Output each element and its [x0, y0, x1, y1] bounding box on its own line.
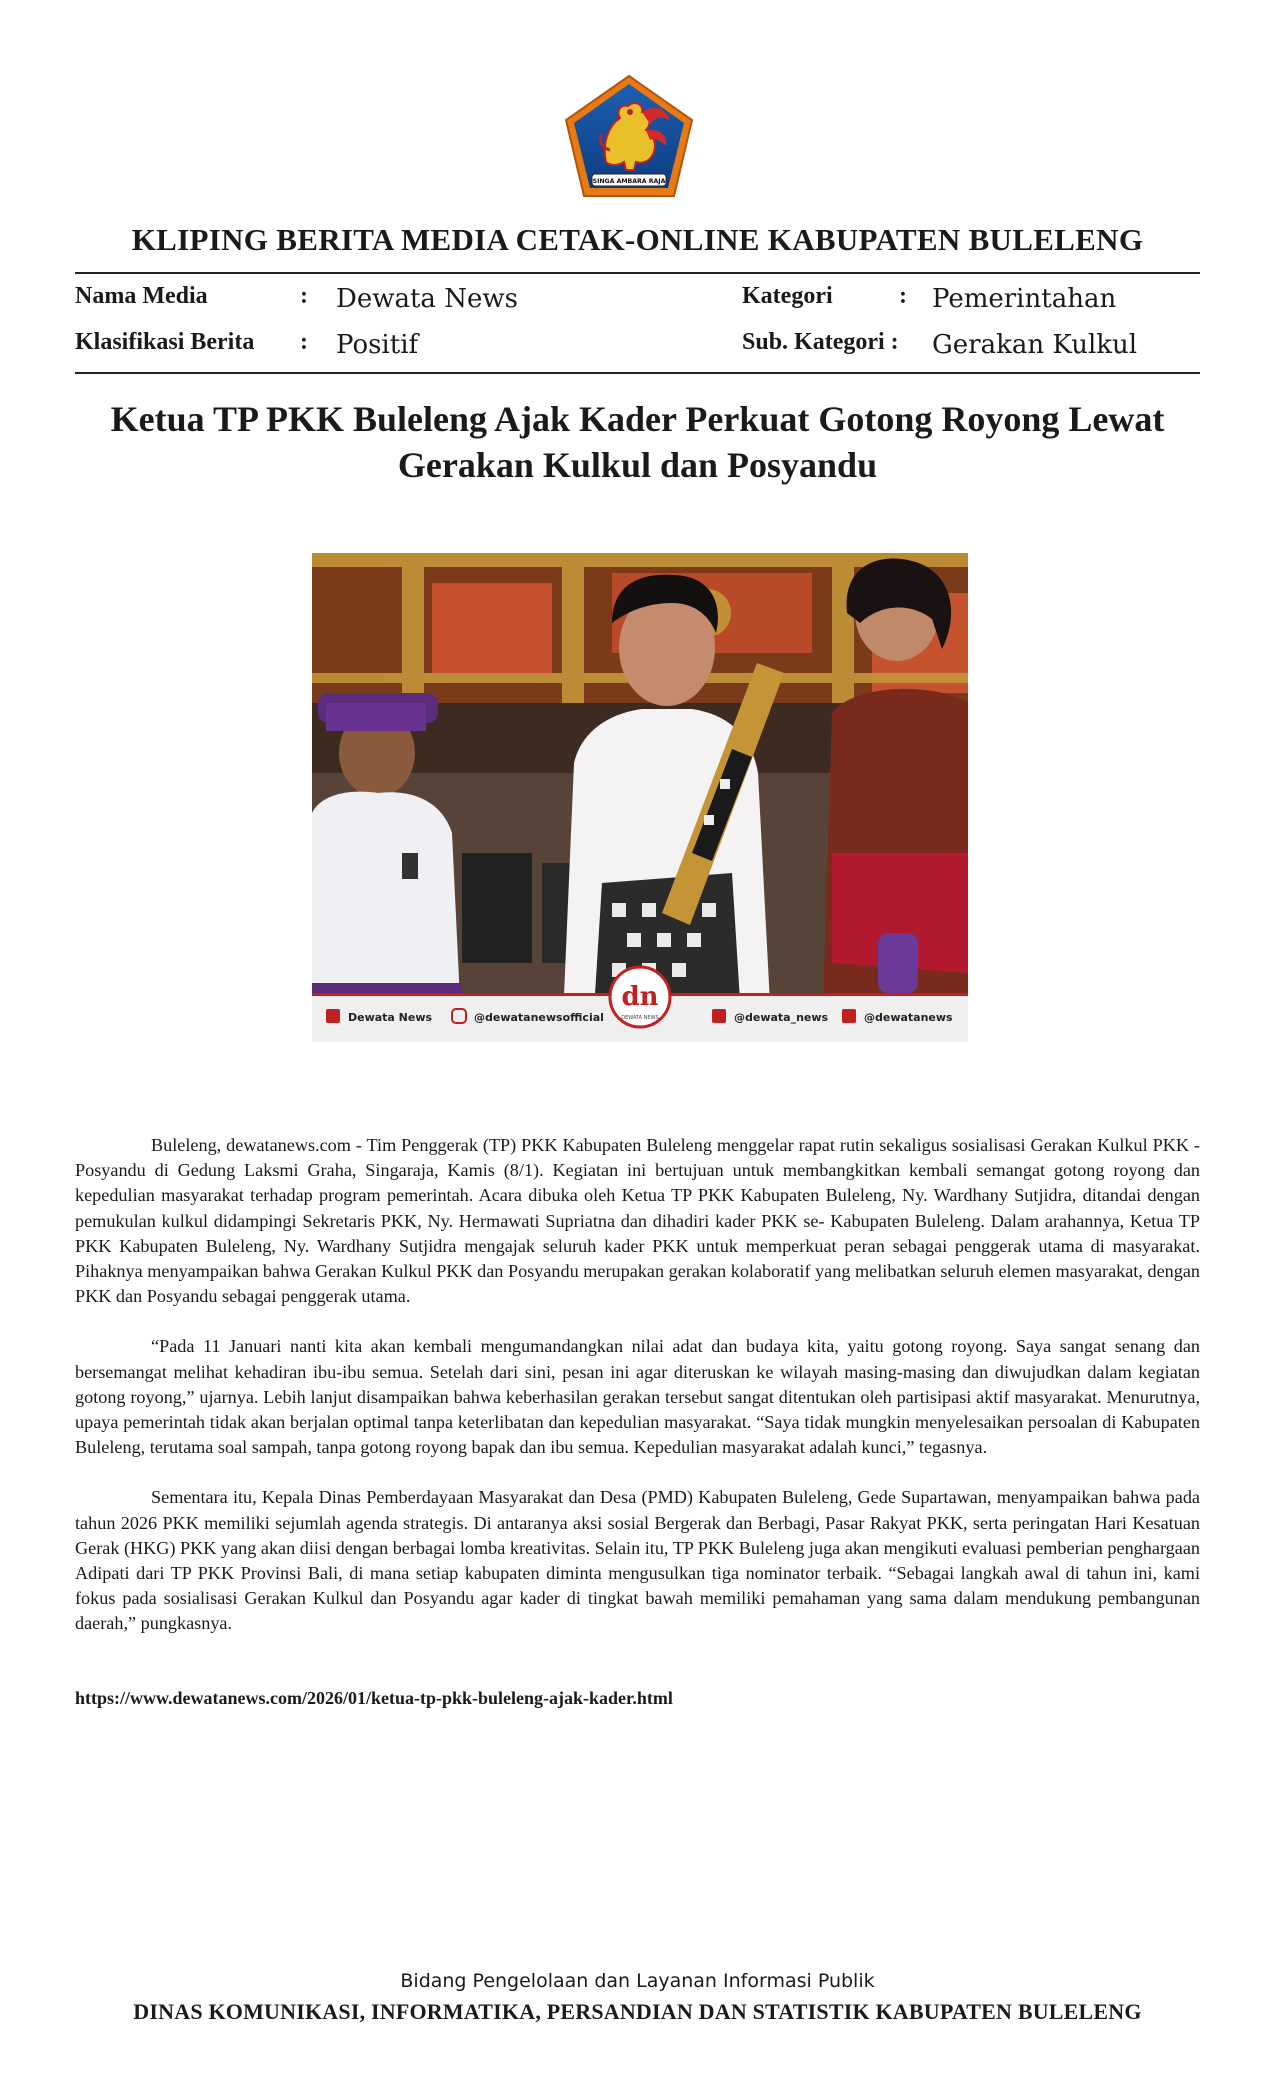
- buleleng-emblem-logo: [562, 74, 696, 200]
- kategori-colon: :: [899, 283, 907, 309]
- media-colon: :: [300, 283, 308, 309]
- footer-division: Bidang Pengelolaan dan Layanan Informasi Publik: [400, 1970, 875, 1992]
- media-value: Dewata News: [336, 284, 518, 314]
- divider-bottom: [75, 372, 1200, 374]
- kategori-label: Kategori: [742, 283, 833, 309]
- footer-agency: DINAS KOMUNIKASI, INFORMATIKA, PERSANDIAN DAN STATISTIK KABUPATEN BULELENG: [133, 1999, 1142, 2024]
- klasifikasi-colon: :: [300, 329, 308, 355]
- photo-dn-logo: dn: [621, 982, 659, 1012]
- photo-twitter-handle: @dewata_news: [734, 1011, 829, 1024]
- photo-tiktok-handle: @dewatanews: [864, 1011, 953, 1024]
- subkategori-label: Sub. Kategori :: [742, 329, 899, 355]
- masthead-title: KLIPING BERITA MEDIA CETAK-ONLINE KABUPATEN BULELENG: [131, 222, 1144, 257]
- news-photo: [312, 553, 968, 1042]
- article-body: [75, 1133, 1200, 1662]
- article-paragraph-2: “Pada 11 Januari nanti kita akan kembali mengumandangkan nilai adat dan budaya kita, yaitu gotong royong. Saya sangat senang dan bersemangat melihat kehadiran ibu-ibu semua. Setelah dari sini, pesan ini agar diteruskan ke wilayah masing-masing dan diwujudkan dalam kegiatan gotong royong,” ujarnya. Lebih lanjut disampaikan bahwa keberhasilan gerakan tersebut sangat ditentukan oleh partisipasi aktif masyarakat. Menurutnya, upaya pemerintah tidak akan berjalan optimal tanpa keterlibatan dan kepedulian masyarakat. “Saya tidak mungkin menyelesaikan persoalan di Kabupaten Buleleng, terutama soal sampah, tanpa gotong royong bapak dan ibu semua. Kepedulian masyarakat adalah kunci,” tegasnya.: [75, 1336, 1200, 1458]
- photo-facebook-handle: Dewata News: [348, 1011, 433, 1024]
- emblem-motto: SINGA AMBARA RAJA: [592, 178, 666, 185]
- photo-dn-logo-sub: DEWATA NEWS: [621, 1015, 659, 1021]
- subkategori-value: Gerakan Kulkul: [932, 330, 1138, 360]
- article-headline: Ketua TP PKK Buleleng Ajak Kader Perkuat Gotong Royong Lewat Gerakan Kulkul dan Posyandu: [110, 399, 1165, 485]
- article-paragraph-3: Sementara itu, Kepala Dinas Pemberdayaan Masyarakat dan Desa (PMD) Kabupaten Buleleng, Gede Supartawan, menyampaikan bahwa pada tahun 2026 PKK memiliki sejumlah agenda strategis. Di antaranya aksi sosial Bergerak dan Berbagi, Pasar Rakyat PKK, serta peringatan Hari Kesatuan Gerak (HKG) PKK yang akan diisi dengan berbagai lomba kreativitas. Selain itu, TP PKK Buleleng juga akan mengikuti evaluasi pemberian penghargaan Adipati dari TP PKK Provinsi Bali, di mana setiap kabupaten diminta mengusulkan tiga nominator terbaik. “Sebagai langkah awal di tahun ini, kami fokus pada sosialisasi Gerakan Kulkul dan Posyandu agar kader di tingkat bawah memiliki pemahaman yang sama dalam mendukung pembangunan daerah,” pungkasnya.: [75, 1487, 1200, 1634]
- source-url-link[interactable]: https://www.dewatanews.com/2026/01/ketua-tp-pkk-buleleng-ajak-kader.html: [75, 1688, 673, 1708]
- kategori-value: Pemerintahan: [932, 284, 1117, 314]
- klasifikasi-value: Positif: [336, 330, 419, 360]
- divider-top: [75, 272, 1200, 274]
- klasifikasi-label: Klasifikasi Berita: [75, 329, 255, 355]
- media-label: Nama Media: [75, 283, 208, 309]
- article-paragraph-1: Buleleng, dewatanews.com - Tim Penggerak (TP) PKK Kabupaten Buleleng menggelar rapat rutin sekaligus sosialisasi Gerakan Kulkul PKK - Posyandu di Gedung Laksmi Graha, Singaraja, Kamis (8/1). Kegiatan ini bertujuan untuk membangkitkan kembali semangat gotong royong dan kepedulian masyarakat terhadap program pemerintah. Acara dibuka oleh Ketua TP PKK Kabupaten Buleleng, Ny. Wardhany Sutjidra, ditandai dengan pemukulan kulkul didampingi Sekretaris PKK, Ny. Hermawati Supriatna dan dihadiri kader PKK se- Kabupaten Buleleng. Dalam arahannya, Ketua TP PKK Kabupaten Buleleng, Ny. Wardhany Sutjidra mengajak seluruh kader PKK untuk memperkuat peran sebagai penggerak utama di masyarakat. Pihaknya menyampaikan bahwa Gerakan Kulkul PKK dan Posyandu merupakan gerakan kolaboratif yang melibatkan seluruh elemen masyarakat, dengan PKK dan Posyandu sebagai penggerak utama.: [75, 1135, 1200, 1307]
- photo-instagram-handle: @dewatanewsofficial: [474, 1011, 604, 1024]
